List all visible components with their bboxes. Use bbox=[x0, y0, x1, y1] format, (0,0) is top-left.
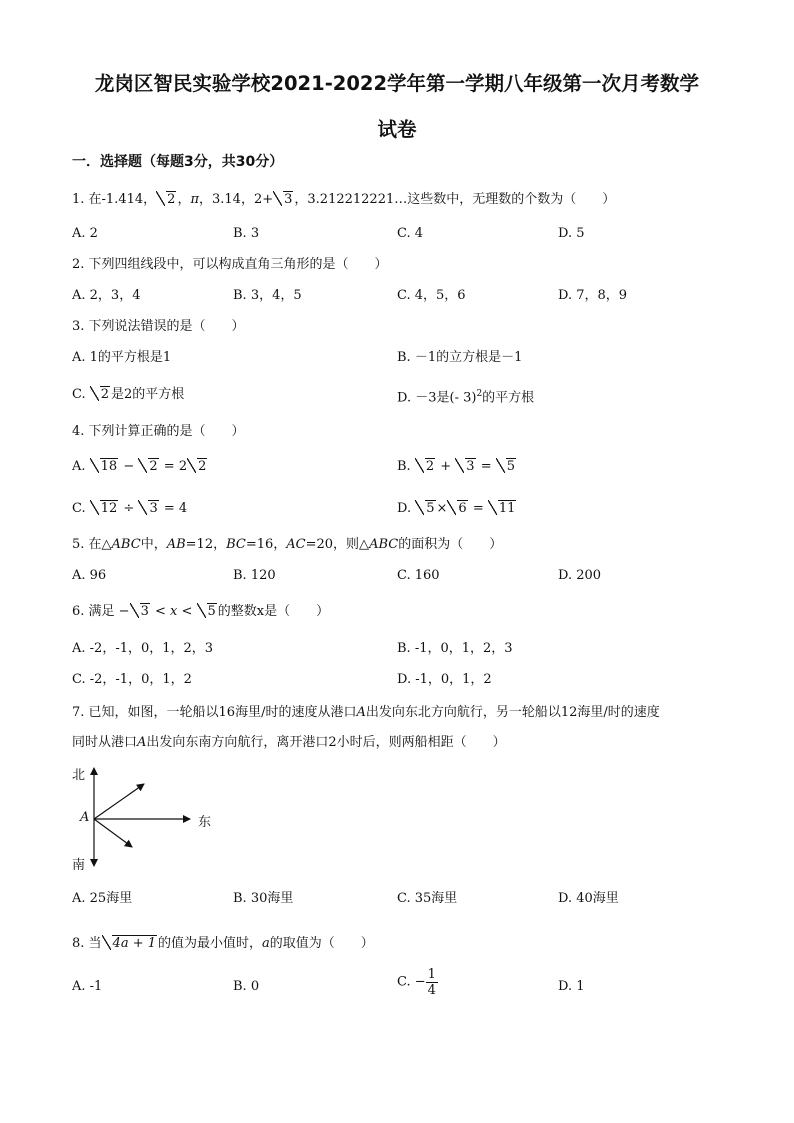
label-south: 南 bbox=[72, 858, 86, 873]
question-2: 2. 下列四组线段中，可以构成直角三角形的是（ ） bbox=[72, 257, 388, 272]
q5-option-d: D. 200 bbox=[558, 568, 602, 583]
q8-option-d: D. 1 bbox=[558, 979, 585, 994]
label-north: 北 bbox=[72, 768, 86, 783]
q2-option-d: D. 7，8，9 bbox=[558, 288, 628, 303]
q3-option-b: B. －1的立方根是－1 bbox=[397, 350, 523, 365]
q1-sqrt-3: 3 bbox=[273, 189, 293, 210]
q6-option-c: C. -2，-1，0，1，2 bbox=[72, 672, 192, 687]
q1-text: ，3.14，2+ bbox=[199, 192, 274, 207]
q4-option-c: C. 12 ÷ 3 = 4 bbox=[72, 498, 187, 519]
question-7-line-1: 7. 已知，如图，一轮船以16海里/时的速度从港口A出发向东北方向航行，另一轮船以12海里/时的速度 bbox=[72, 705, 660, 720]
page-title: 龙岗区智民实验学校2021-2022学年第一学期八年级第一次月考数学 bbox=[94, 72, 700, 95]
q2-option-a: A. 2，3，4 bbox=[72, 288, 141, 303]
q1-option-d: D. 5 bbox=[558, 226, 585, 241]
question-7-line-2: 同时从港口A出发向东南方向航行，离开港口2小时后，则两船相距（ ） bbox=[72, 735, 506, 750]
q3-sqrt: 2 bbox=[90, 384, 110, 405]
southeast-arrow bbox=[94, 819, 132, 847]
question-3: 3. 下列说法错误的是（ ） bbox=[72, 319, 245, 334]
q7-option-d: D. 40海里 bbox=[558, 891, 619, 906]
q7-compass-figure bbox=[72, 762, 222, 872]
q5-option-c: C. 160 bbox=[397, 568, 440, 583]
q4-option-b: B. 2 + 3 = 5 bbox=[397, 456, 517, 477]
northeast-arrow bbox=[94, 784, 144, 819]
q1-sqrt-2: 2 bbox=[156, 189, 176, 210]
q6-option-d: D. -1，0，1，2 bbox=[397, 672, 492, 687]
label-east: 东 bbox=[198, 815, 212, 830]
question-5: 5. 在△ABC中，AB=12，BC=16，AC=20，则△ABC的面积为（ ） bbox=[72, 537, 503, 552]
q4-option-a: A. 18 − 2 = 2 2 bbox=[72, 456, 208, 477]
page-title-continued: 试卷 bbox=[377, 118, 417, 141]
q1-pi: π bbox=[190, 192, 199, 207]
q3-option-d: D. －3是(- 3)$^2$的平方根 bbox=[397, 389, 535, 406]
q1-text: ，3.212212221…这些数中，无理数的个数为（ ） bbox=[294, 192, 616, 207]
q8-option-a: A. -1 bbox=[72, 979, 103, 994]
q3-option-c: C. 2 是2的平方根 bbox=[72, 384, 184, 405]
q7-option-b: B. 30海里 bbox=[233, 891, 294, 906]
q2-option-c: C. 4，5，6 bbox=[397, 288, 466, 303]
q8-option-c: C. − $\frac{1}{4}$ bbox=[397, 967, 436, 998]
q7-option-a: A. 25海里 bbox=[72, 891, 133, 906]
question-1 bbox=[72, 189, 615, 210]
q4-option-d: D. 5 × 6 = 11 bbox=[397, 498, 517, 519]
q6-option-b: B. -1，0，1，2，3 bbox=[397, 641, 513, 656]
section-heading: 一．选择题（每题3分，共30分） bbox=[72, 154, 284, 170]
q6-option-a: A. -2，-1，0，1，2，3 bbox=[72, 641, 214, 656]
question-6: 6. 满足 − 3 < x < 5 的整数x是（ ） bbox=[72, 601, 329, 622]
question-4: 4. 下列计算正确的是（ ） bbox=[72, 424, 245, 439]
q1-text: 1. 在-1.414， bbox=[72, 192, 157, 207]
q3-option-a: A. 1的平方根是1 bbox=[72, 350, 172, 365]
q1-text: ， bbox=[177, 192, 191, 207]
q8-option-b: B. 0 bbox=[233, 979, 260, 994]
q1-option-a: A. 2 bbox=[72, 226, 98, 241]
q7-option-c: C. 35海里 bbox=[397, 891, 458, 906]
q5-option-a: A. 96 bbox=[72, 568, 107, 583]
q5-option-b: B. 120 bbox=[233, 568, 276, 583]
q1-option-c: C. 4 bbox=[397, 226, 424, 241]
question-8: 8. 当 4a + 1 的值为最小值时，a的取值为（ ） bbox=[72, 933, 374, 954]
label-point-a: A bbox=[80, 810, 90, 825]
q1-option-b: B. 3 bbox=[233, 226, 260, 241]
q2-option-b: B. 3，4，5 bbox=[233, 288, 302, 303]
q8-fraction: $\frac{1}{4}$ bbox=[427, 967, 436, 998]
